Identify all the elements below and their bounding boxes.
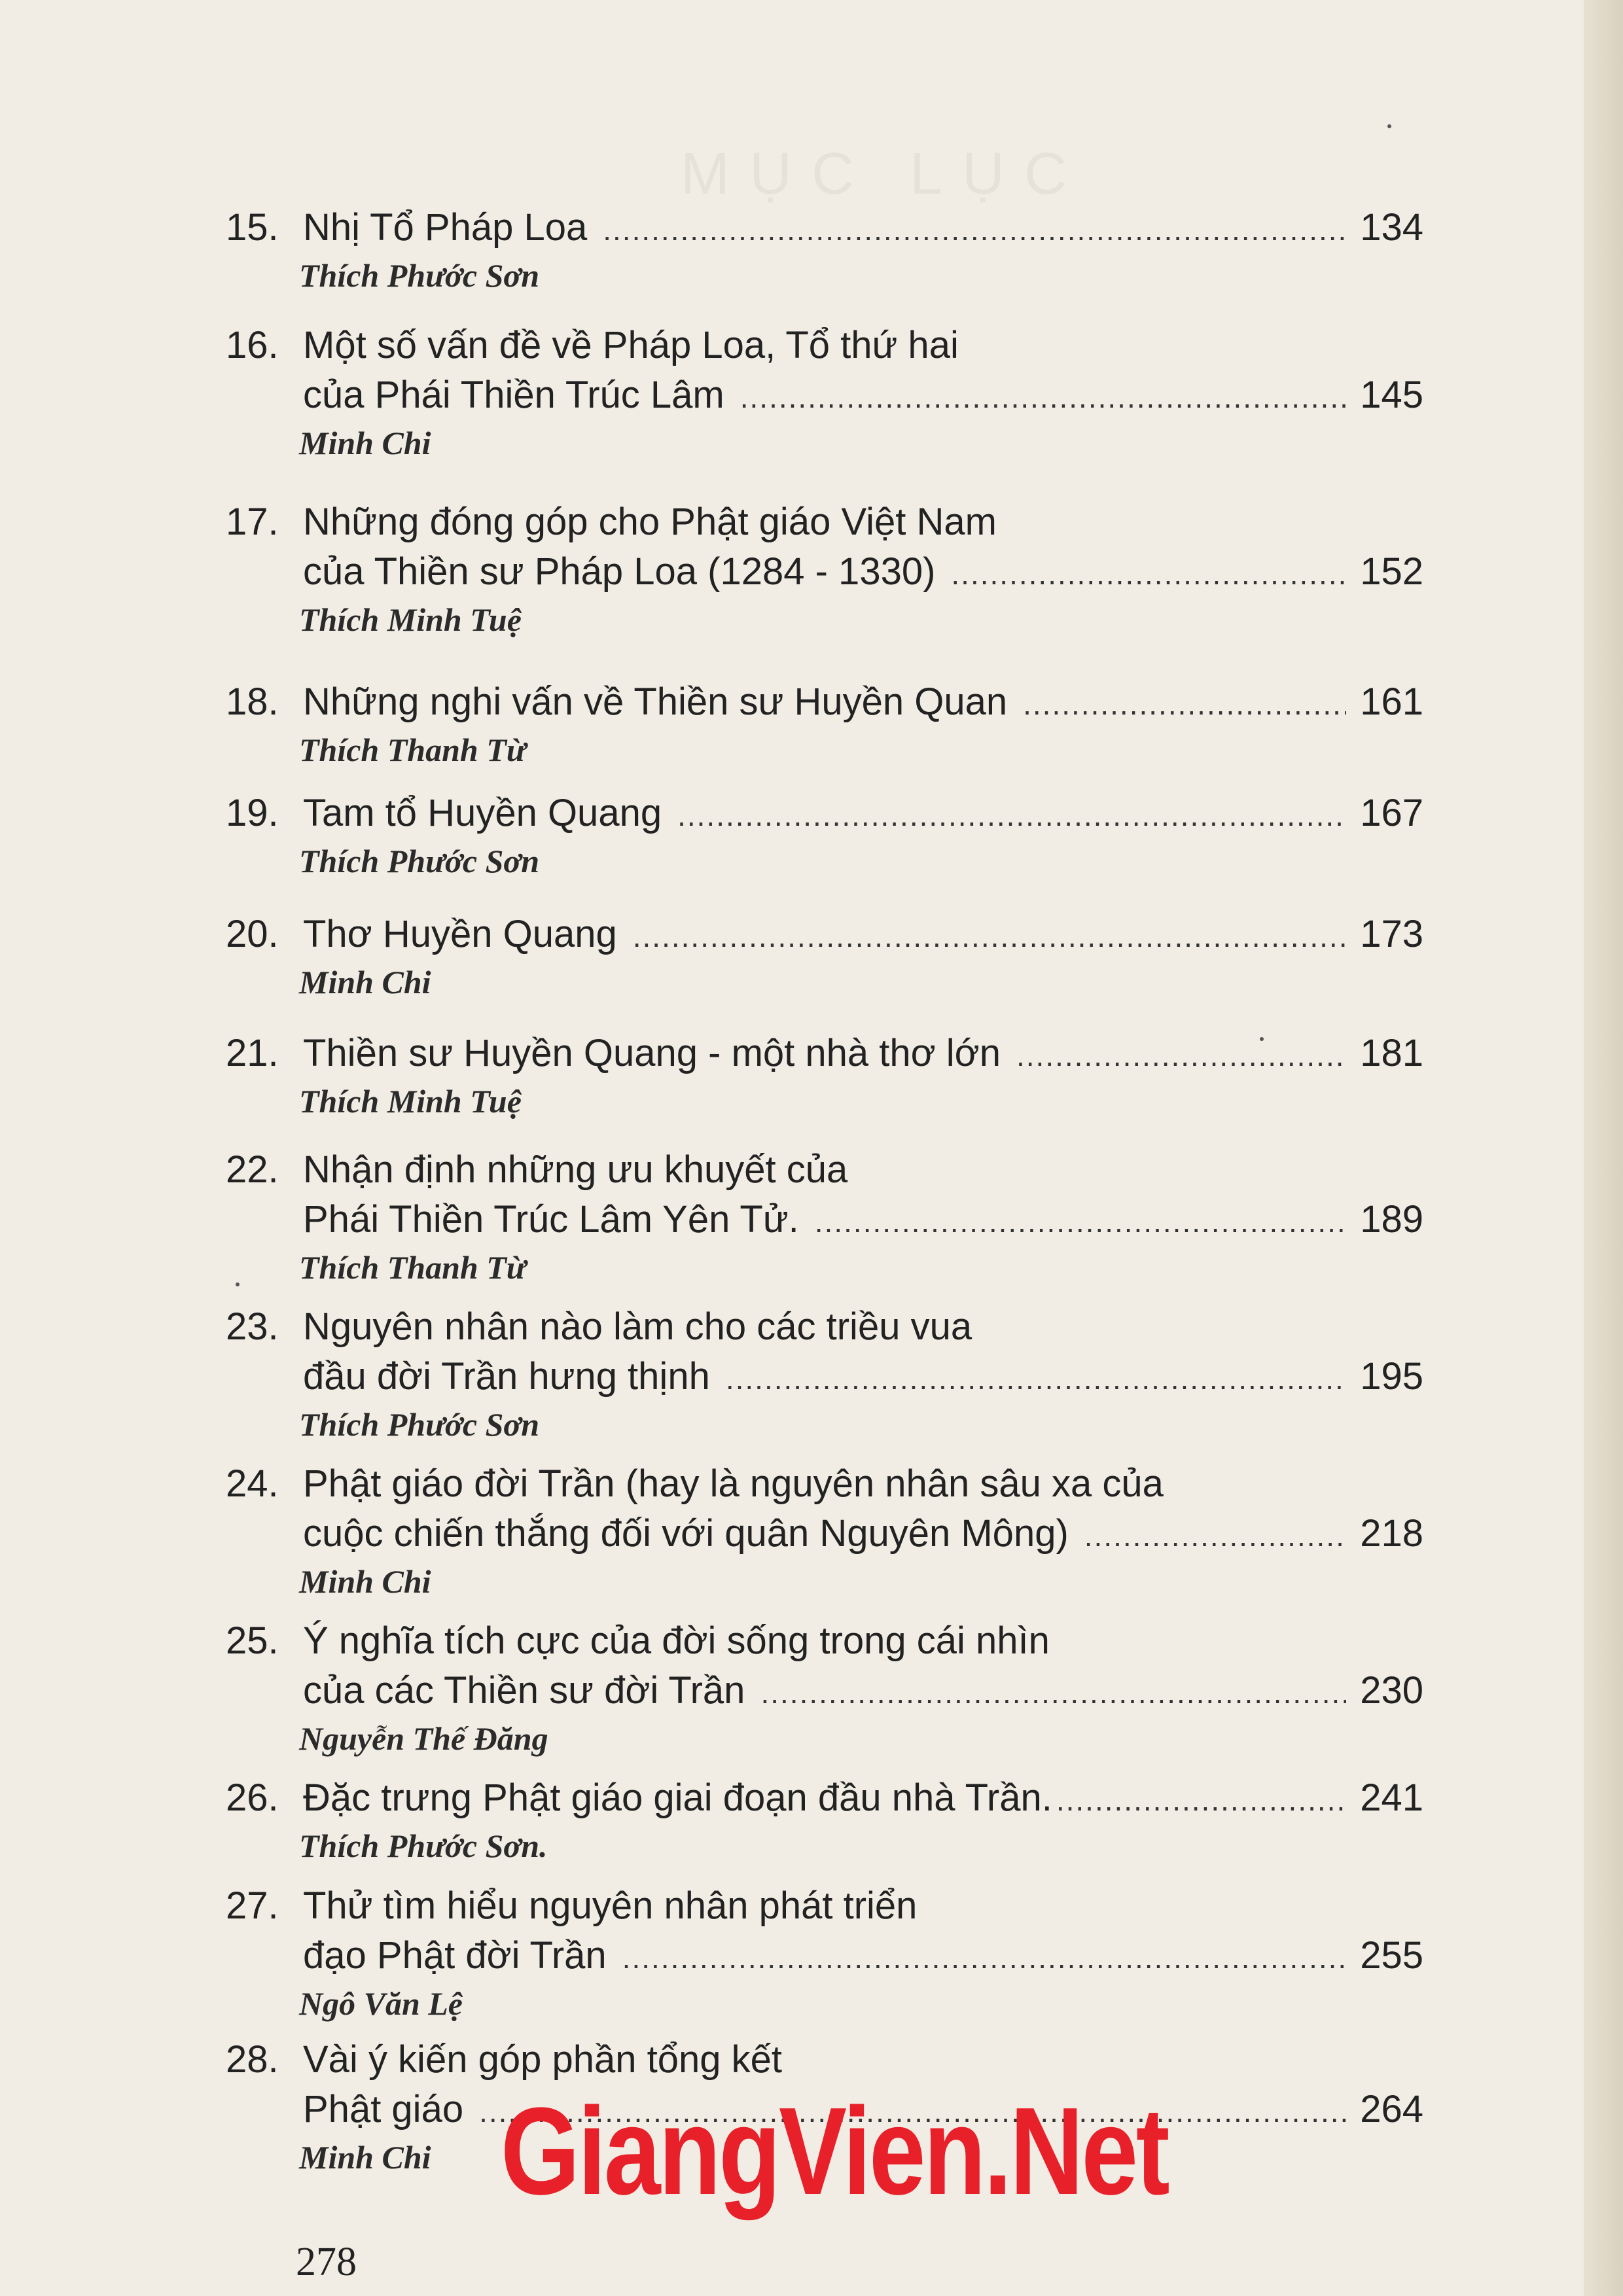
toc-entry [226, 203, 1423, 298]
entry-author: Thích Phước Sơn [299, 843, 540, 879]
dot-leader [760, 1668, 1346, 1718]
entry-title-continued: đạo Phật đời Trần [303, 1934, 607, 1977]
entry-title-continued: của Thiền sư Pháp Loa (1284 - 1330) [303, 550, 936, 593]
entry-page: 152 [1360, 550, 1423, 593]
entry-page: 173 [1360, 913, 1423, 955]
dot-leader [815, 1197, 1346, 1246]
entry-page: 230 [1360, 1669, 1423, 1712]
entry-number: 27. [226, 1884, 279, 1927]
dot-leader [622, 1933, 1346, 1983]
entry-title-continued: đầu đời Trần hưng thịnh [303, 1355, 710, 1398]
entry-page: 181 [1360, 1032, 1423, 1074]
entry-page: 167 [1360, 792, 1423, 834]
entry-number: 24. [226, 1462, 279, 1505]
entry-title-continued: Phái Thiền Trúc Lâm Yên Tử. [303, 1198, 799, 1241]
entry-number: 16. [226, 324, 279, 366]
entry-page: 145 [1360, 374, 1423, 416]
toc-entry [226, 497, 1423, 643]
entry-number: 19. [226, 792, 279, 834]
entry-number: 26. [226, 1776, 279, 1819]
entry-title: Nhận định những ưu khuyết của [303, 1148, 848, 1191]
watermark-logo: GiangVien.Net [501, 2082, 1168, 2221]
entry-number: 25. [226, 1619, 279, 1662]
entry-author: Ngô Văn Lệ [299, 1985, 463, 2022]
toc-entry [226, 321, 1423, 466]
entry-author: Thích Minh Tuệ [299, 1083, 522, 1120]
dot-leader [951, 549, 1346, 599]
dot-leader [1056, 1775, 1346, 1825]
toc-entry [226, 910, 1423, 1005]
dot-leader [1016, 1031, 1346, 1080]
entry-author: Minh Chi [299, 1563, 431, 1600]
toc-entry [226, 1029, 1423, 1124]
entry-author: Thích Thanh Từ [299, 732, 526, 768]
entry-author: Thích Thanh Từ [299, 1249, 526, 1286]
entry-title: Thử tìm hiểu nguyên nhân phát triển [303, 1884, 918, 1927]
entry-page: 189 [1360, 1198, 1423, 1241]
entry-author: Thích Phước Sơn [299, 257, 540, 294]
page-number: 278 [296, 2240, 357, 2284]
entry-number: 17. [226, 501, 279, 543]
entry-title-continued: của các Thiền sư đời Trần [303, 1669, 745, 1712]
entry-number: 20. [226, 913, 279, 955]
dot-leader [1023, 679, 1346, 729]
entry-page: 161 [1360, 680, 1423, 723]
entry-title-continued: Phật giáo [303, 2088, 464, 2130]
dot-leader [1084, 1511, 1346, 1561]
entry-author: Thích Minh Tuệ [299, 601, 522, 638]
entry-number: 22. [226, 1148, 279, 1191]
toc-entry [226, 1616, 1423, 1761]
toc-entry [226, 1881, 1423, 2026]
print-speck [236, 1282, 240, 1286]
print-speck [1387, 124, 1391, 128]
entry-author: Minh Chi [299, 425, 431, 461]
toc-entry [226, 677, 1423, 773]
entry-page: 255 [1360, 1934, 1423, 1977]
toc-entry [226, 1145, 1423, 1290]
entry-author: Nguyễn Thế Đăng [299, 1720, 548, 1757]
entry-title: Tam tổ Huyền Quang [303, 792, 662, 834]
toc-entry [226, 788, 1423, 884]
entry-number: 21. [226, 1032, 279, 1074]
entry-title: Phật giáo đời Trần (hay là nguyên nhân sâu xa của [303, 1462, 1164, 1505]
entry-page: 195 [1360, 1355, 1423, 1398]
entry-title: Những nghi vấn về Thiền sư Huyền Quan [303, 680, 1008, 723]
entry-title: Nguyên nhân nào làm cho các triều vua [303, 1305, 972, 1348]
dot-leader [603, 205, 1346, 255]
entry-title: Vài ý kiến góp phần tổng kết [303, 2038, 782, 2081]
entry-number: 18. [226, 680, 279, 723]
print-speck [1260, 1037, 1264, 1041]
entry-title: Đặc trưng Phật giáo giai đoạn đầu nhà Trần. [303, 1776, 1052, 1819]
entry-number: 28. [226, 2038, 279, 2081]
dot-leader [726, 1354, 1346, 1404]
entry-title: Ý nghĩa tích cực của đời sống trong cái nhìn [303, 1619, 1050, 1662]
entry-page: 241 [1360, 1776, 1423, 1819]
entry-title: Nhị Tổ Pháp Loa [303, 206, 588, 249]
entry-author: Minh Chi [299, 2139, 431, 2176]
page-edge [1584, 0, 1623, 2296]
dot-leader [633, 911, 1346, 961]
toc-entry [226, 1302, 1423, 1447]
entry-title-continued: cuộc chiến thắng đối với quân Nguyên Mông) [303, 1512, 1069, 1555]
entry-page: 218 [1360, 1512, 1423, 1555]
entry-title-continued: của Phái Thiền Trúc Lâm [303, 374, 724, 416]
entry-author: Thích Phước Sơn. [299, 1828, 548, 1864]
entry-author: Minh Chi [299, 964, 431, 1000]
toc-entry [226, 1459, 1423, 1604]
entry-title: Những đóng góp cho Phật giáo Việt Nam [303, 501, 997, 543]
entry-page: 264 [1360, 2088, 1423, 2130]
dot-leader [740, 372, 1346, 422]
entry-author: Thích Phước Sơn [299, 1406, 540, 1443]
entry-number: 23. [226, 1305, 279, 1348]
entry-title: Thơ Huyền Quang [303, 913, 617, 955]
entry-title: Một số vấn đề về Pháp Loa, Tổ thứ hai [303, 324, 959, 366]
entry-number: 15. [226, 206, 279, 249]
ghost-header [681, 141, 1086, 208]
dot-leader [677, 790, 1346, 840]
toc-entry [226, 1773, 1423, 1869]
entry-page: 134 [1360, 206, 1423, 249]
entry-title: Thiền sư Huyền Quang - một nhà thơ lớn [303, 1032, 1001, 1074]
